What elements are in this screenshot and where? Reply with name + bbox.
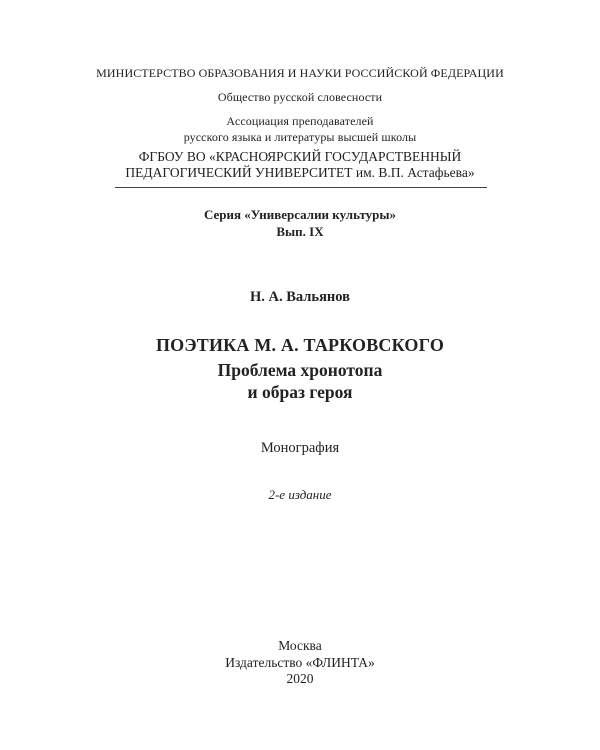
imprint-publisher: Издательство «ФЛИНТА» xyxy=(225,655,375,670)
university-line-1: ФГБОУ ВО «КРАСНОЯРСКИЙ ГОСУДАРСТВЕННЫЙ xyxy=(138,149,462,164)
association-line-2: русского языка и литературы высшей школы xyxy=(183,130,417,144)
genre-label: Монография xyxy=(260,440,340,456)
header-divider xyxy=(115,187,487,188)
book-subtitle-line-2: и образ героя xyxy=(247,382,353,402)
association-line-1: Ассоциация преподавателей xyxy=(226,114,374,128)
university-line-2: ПЕДАГОГИЧЕСКИЙ УНИВЕРСИТЕТ им. В.П. Астафьева» xyxy=(125,165,475,180)
book-title: ПОЭТИКА М. А. ТАРКОВСКОГО xyxy=(155,335,445,355)
author-name: Н. А. Вальянов xyxy=(249,289,351,305)
society-name: Общество русской словесности xyxy=(217,90,383,104)
series-issue: Вып. IX xyxy=(276,224,324,239)
ministry-heading: МИНИСТЕРСТВО ОБРАЗОВАНИЯ И НАУКИ РОССИЙСКОЙ ФЕДЕРАЦИИ xyxy=(96,66,504,80)
imprint-year: 2020 xyxy=(286,671,314,686)
imprint-city: Москва xyxy=(278,638,322,653)
series-name: Серия «Универсалии культуры» xyxy=(203,207,397,222)
edition-label: 2-е издание xyxy=(268,487,332,502)
book-subtitle-line-1: Проблема хронотопа xyxy=(217,360,383,380)
